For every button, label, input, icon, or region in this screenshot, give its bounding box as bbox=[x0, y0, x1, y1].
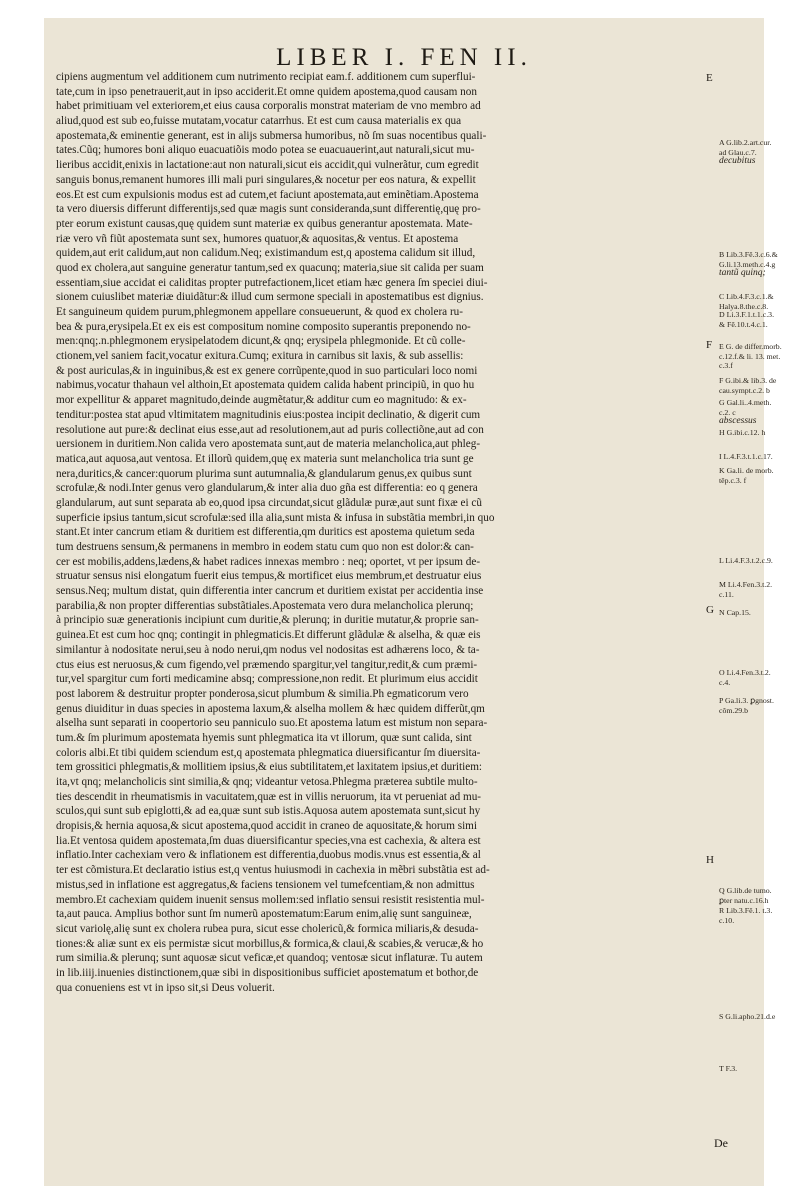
marginal-note-line: cõm.29.b bbox=[719, 705, 749, 715]
marginal-note-line: M Li.4.Fen.3.t.2. bbox=[719, 580, 773, 589]
marginal-note bbox=[719, 556, 799, 566]
text-line: nabimus,vocatur thahaun vel althoin,Et apostemata quidem calida habent principiũ, in quo hu bbox=[56, 379, 475, 392]
section-letter-g: G bbox=[706, 604, 714, 616]
text-line: tates.Cũq; humores boni aliquo euacuatiõis modo potea se euacuauerint,aut naturali,sicut mu- bbox=[56, 144, 475, 157]
text-line: eos.Et est cum expulsionis modus est ad cutem,et faciunt apostemata,aut eminẽtiam.Apostema bbox=[56, 188, 479, 201]
text-line: cipiens augmentum vel additionem cum nutrimento recipiat eam.f. additionem cum superflui- bbox=[56, 71, 476, 83]
catchword: De bbox=[714, 1136, 728, 1150]
text-line: pter eorum existunt causas,quę quidem sunt materiæ ex quibus generantur apostemata. Mate- bbox=[56, 217, 473, 230]
text-line: sanguis bonus,remanent humores illi mali puri singulares,& nocetur per eos natura, & expellit bbox=[56, 173, 476, 186]
marginal-note-line: I L.4.F.3.t.1.c.17. bbox=[719, 452, 773, 461]
marginal-note bbox=[719, 608, 799, 618]
book-page bbox=[44, 18, 782, 1186]
text-line: membro.Et cachexiam quidem inuenit sensus mollem:sed inflatio sensui resistit resistentia mul- bbox=[56, 893, 485, 906]
marginal-note bbox=[719, 398, 799, 427]
text-line: in lib.iiij.inuenies distinctionem,quæ sibi in dispositionibus sufficiet apostematum et bothor,de bbox=[56, 966, 479, 979]
text-line: coloris albi.Et tibi quidem sciendum est,q apostemata phlegmatica diuersificantur ſm diuersita- bbox=[56, 746, 481, 759]
text-line: rum similia.& plerunq; sunt aquosæ sicut veficæ,et quandoq; ventosæ sicut inflaturæ. Tu autem bbox=[56, 952, 483, 965]
running-header: LIBER I. FEN II. bbox=[276, 44, 532, 71]
marginal-note-line: cau.sympt.c.2. b bbox=[719, 385, 770, 395]
marginal-note-line: c.2. c bbox=[719, 407, 736, 417]
marginal-note-line: T F.3. bbox=[719, 1064, 738, 1073]
text-line: & post auriculas,& in inguinibus,& est ex genere corrũpente,quod in suo particulari loco nomi bbox=[56, 364, 478, 377]
section-letter-e: E bbox=[706, 72, 713, 84]
text-line: mor expellitur & apparet magnitudo,deinde augmẽtatur,& additur cum eo magnitudo: & ex- bbox=[56, 394, 467, 407]
text-line: bea & pura,erysipela.Et ex eis est compositum nomine composito superantis preponendo no- bbox=[56, 320, 471, 333]
text-line: mistus,sed in inflatione est aggregatus,& faciens tensionem vel tumefcentiam,& non admittus bbox=[56, 878, 475, 891]
text-line: sionem cuiuslibet materiæ diuidãtur:& illud cum sermone speciali in apostematibus est dignius. bbox=[56, 291, 484, 304]
marginal-note bbox=[719, 250, 799, 279]
text-line: alselha sunt separati in coopertorio seu panniculo suo.Et apostema latum est mistum non separa- bbox=[56, 717, 488, 730]
marginal-note-line: Q G.lib.de tumo. bbox=[719, 886, 772, 895]
text-line: tenditur:postea stat apud vltimitatem magnitudinis eius:postea incipit declinatio, & digerit cum bbox=[56, 408, 481, 421]
text-line: Et sanguineum quidem purum,phlegmonem appellare consueuerunt, & quod ex cholera ru- bbox=[56, 306, 463, 318]
text-line: ter est cõmistura.Et declaratio istius est,q ventus huiusmodi in cachexia in mẽbri substãtia est ad- bbox=[56, 864, 490, 877]
text-line: ta vero diuersis differunt differentijs,sed quæ magis sunt consideranda,sunt differentię,quę pro- bbox=[56, 203, 481, 216]
text-line: resolutione aut pure:& declinat eius esse,aut ad resolutionem,aut ad puris collectiõne,aut ad con bbox=[56, 423, 484, 436]
marginal-note-line: E G. de differ.morb. bbox=[719, 342, 782, 351]
marginal-note bbox=[719, 1012, 799, 1022]
marginal-note bbox=[719, 668, 799, 687]
marginal-note-line: S G.li.apho.21.d.e bbox=[719, 1012, 776, 1021]
marginal-note-line: D Li.3.F.1.t.1.c.3. bbox=[719, 310, 775, 319]
marginal-note-line: c.3.f bbox=[719, 361, 733, 371]
marginal-note-line: Halya.8.the.c.8. bbox=[719, 301, 769, 311]
main-text-column bbox=[56, 70, 692, 995]
marginal-note bbox=[719, 886, 799, 905]
text-line: parabilia,& non propter differentias substãtiales.Apostemata vero dura melancholica plerunq; bbox=[56, 599, 474, 612]
text-line: tem grossitici phlegmatis,& mollitiem ipsius,& eius subtilitatem,et laxitatem ipsius,et duritiem: bbox=[56, 761, 483, 774]
text-line: habet primitiuam vel exteriorem,et eius causa corporalis monstrat materiam de vno membro ad bbox=[56, 100, 481, 113]
marginal-note-line: K Ga.li. de morb. bbox=[719, 466, 774, 475]
marginal-note bbox=[719, 580, 799, 599]
marginal-note-line: O Li.4.Fen.3.t.2. bbox=[719, 668, 771, 677]
text-line: scrofulæ,& nodi.Inter genus vero glandularum,& inter alia duo gña est differentia: eo q genera bbox=[56, 482, 478, 495]
text-line: tum destruens sensum,& permanens in membro in eodem statu cum quo non est dolor:& can- bbox=[56, 541, 474, 553]
marginal-note-line: C Lib.4.F.3.c.1.& bbox=[719, 292, 774, 301]
text-line: lia.Et ventosa quidem apostemata,ſm duas diuersificantur species,vna est cachexia, & altera est bbox=[56, 834, 481, 847]
text-line: sensus.Neq; multum distat, quin differentia inter cancrum et duritiem existat per accidentia inse bbox=[56, 585, 484, 598]
marginal-note-line: P Ga.li.3. ꝑgnost. bbox=[719, 696, 774, 705]
text-line: glandularum, aut sunt separata ab eo,quod ipsa circundat,sicut glãdulæ puræ,aut sunt fixæ ei cũ bbox=[56, 496, 482, 509]
marginal-note bbox=[719, 292, 799, 311]
text-line: stant.Et inter cancrum etiam & duritiem est differentia,qm duritics est apostema quietum seda bbox=[56, 526, 475, 539]
marginal-note-line: c.11. bbox=[719, 589, 734, 599]
marginal-note bbox=[719, 310, 799, 329]
text-line: sculos,qui sunt sub epiglotti,& ad ea,quæ sunt sub istis.Aquosa autem apostemata sunt,sicut hy bbox=[56, 805, 481, 818]
marginal-note-line: B Lib.3.Fẽ.3.c.6.& bbox=[719, 250, 778, 259]
marginal-note-line: c.12.f.& li. 13. met. bbox=[719, 351, 781, 361]
text-line: tiones:& aliæ sunt ex eis permistæ sicut morbillus,& formica,& claui,& scabies,& verucæ,& ho bbox=[56, 937, 484, 950]
marginal-note bbox=[719, 428, 799, 438]
marginal-note-line: H G.ibi.c.12. h bbox=[719, 428, 766, 437]
text-line: similantur à nodositate nerui,seu à nodo nerui,qm nodus vel nodositas est adhærens loco, & ta- bbox=[56, 643, 480, 656]
marginal-note bbox=[719, 452, 799, 462]
text-line: apostemata,& eminentie generant, est in alijs submersa humoribus, nõ ſm suas nocentibus quali- bbox=[56, 129, 487, 142]
marginal-note-line: A G.lib.2.art.cur. bbox=[719, 138, 772, 147]
marginal-note-line: R Lib.3.Fẽ.1. t.3. bbox=[719, 906, 773, 915]
marginal-note-gloss: decubitus bbox=[719, 156, 756, 167]
marginal-note-line: G Gal.li..4.meth. bbox=[719, 398, 772, 407]
text-line: qua conueniens est vt in ipso sit,si Deus voluerit. bbox=[56, 981, 275, 994]
text-line: superficie ipsius tantum,sicut scrofulæ:sed illa alia,sunt mista & infusa in substãtia membri,in quo bbox=[56, 511, 495, 524]
text-line: quod ex cholera,aut sanguine generatur tantum,sed ex quacunq; materia,siue sit calida per suam bbox=[56, 261, 484, 274]
text-line: uersionem in duritiem.Non calida vero apostemata sunt,aut de materia melancholica,aut phleg- bbox=[56, 438, 481, 451]
marginal-note bbox=[719, 696, 799, 715]
text-line: ta,aut pauca. Amplius bothor sunt ſm numerũ apostematum:Earum enim,alię sunt sanguineæ, bbox=[56, 908, 472, 921]
marginal-note-line: c.10. bbox=[719, 915, 735, 925]
text-line: ties descendit in rheumatismis in vacuitatem,quæ est in villis neruorum, ita vt perueniat ad mu- bbox=[56, 790, 482, 803]
marginal-note-gloss: tantũ quinq; bbox=[719, 268, 766, 279]
marginal-note-line: G.li.13.meth.c.4.g bbox=[719, 259, 776, 269]
marginal-note bbox=[719, 1064, 799, 1074]
text-line: sicut variolę,alię sunt ex cholera rubea pura, sicut esse cholericũ,& formica miliaris,& desuda- bbox=[56, 922, 479, 935]
text-line: nera,duritics,& cancer:quorum plurima sunt autumnalia,& glandularum genus,ex quibus sunt bbox=[56, 467, 472, 480]
marginal-note-line: ad Glau.c.7. bbox=[719, 147, 757, 157]
marginal-note-line: & Fẽ.10.t.4.c.1. bbox=[719, 319, 768, 329]
text-line: matica,aut aquosa,aut ventosa. Et illorũ quidem,quę ex materia sunt melancholica tria sunt ge bbox=[56, 452, 474, 465]
text-line: à principio suæ generationis incipiunt cum duritie,& plerunq; in duritie mutatur,& proprie san- bbox=[56, 614, 479, 627]
text-line: quidem,aut erit calidum,aut non calidum.Neq; existimandum est,q apostema calidum sit illud, bbox=[56, 247, 476, 260]
marginal-note bbox=[719, 906, 799, 925]
text-line: men:qnq;.n.phlegmonem erysipelatodem dicunt,& qnq; erysipela phlegmonide. Et cũ colle- bbox=[56, 335, 466, 348]
text-line: guinea.Et est cum hoc qnq; contingit in phlegmaticis.Et differunt glãdulæ & alselha, & quæ eis bbox=[56, 629, 481, 642]
marginal-note-gloss: abscessus bbox=[719, 416, 757, 427]
text-line: lieribus accidit,enixis in lactatione:aut non naturali,sicut eis accidit,qui vulnerãtur, cum egredit bbox=[56, 159, 479, 172]
marginal-note-line: N Cap.15. bbox=[719, 608, 751, 617]
marginal-note bbox=[719, 138, 799, 167]
text-line: ita,vt qnq; melancholicis sint similia,& qnq; videantur vetosa.Phlegma præterea subtile multo- bbox=[56, 776, 478, 788]
marginal-note-line: F G.ibi.& lib.3. de bbox=[719, 376, 777, 385]
text-line: inflatio.Inter cachexiam vero & inflationem est differentia,duobus modis.vnus est essentia,& al bbox=[56, 849, 481, 862]
text-line: dropisis,& hernia aquosa,& sicut apostema,quod accidit in craneo de aquositate,& horum simi bbox=[56, 820, 477, 833]
text-line: ctus eius est neruosus,& cum figendo,vel præmendo spargitur,vel tangitur,redit,& cum præmi- bbox=[56, 658, 478, 671]
text-line: riæ vero vñ fiũt apostemata sunt sex, humores quatuor,& aquositas,& ventus. Et apostema bbox=[56, 232, 459, 245]
text-line: post laborem & destruitur propter ponderosa,sicut plumbum & similia.Ph egmaticorum vero bbox=[56, 687, 469, 700]
marginal-note bbox=[719, 376, 799, 395]
section-letter-f: F bbox=[706, 339, 713, 351]
section-letter-h: H bbox=[706, 854, 714, 866]
marginal-note-line: ꝑter natu.c.16.h bbox=[719, 895, 769, 905]
marginal-note-line: c.4. bbox=[719, 677, 731, 687]
text-line: aliud,quod est sub eo,fuisse mutatam,vocatur catarrhus. Et est cum causa materialis ex qua bbox=[56, 115, 462, 128]
text-line: genus diuiditur in duas species in apostema laxum,& alselha mollem & hæc quidem differũt,qm bbox=[56, 702, 485, 715]
text-line: cer est mobilis,addens,lædens,& habet radices innexas membro : neq; oportet, vt per ipsum de- bbox=[56, 555, 481, 568]
text-line: struatur sensus nisi elongatum fuerit eius tempus,& mortificet eius membrum,et destruatur eius bbox=[56, 570, 482, 583]
marginal-note bbox=[719, 342, 799, 371]
marginal-note bbox=[719, 466, 799, 485]
text-line: tur,vel spargitur cum forti medicamine absq; compressione,non redit. Et plurimum eius accidit bbox=[56, 673, 478, 686]
text-line: tate,cum in ipso penetrauerit,aut in ipso acciderit.Et omne quidem apostema,quod causam non bbox=[56, 85, 477, 98]
marginal-note-line: L Li.4.F.3.t.2.c.9. bbox=[719, 556, 773, 565]
text-line: tum.& ſm plurimum apostemata hyemis sunt phlegmatica ita vt illorum, quæ sunt calida, sint bbox=[56, 731, 472, 744]
text-line: essentiam,siue accidat ei caliditas propter putrefactionem,licet etiam hæc genera ſm speciei diui- bbox=[56, 276, 488, 289]
marginal-note-line: tẽp.c.3. f bbox=[719, 475, 747, 485]
text-line: ctionem,vel saniem facit,vocatur exitura.Cumq; exitura in carnibus sit laxis, & sub assellis: bbox=[56, 350, 464, 363]
